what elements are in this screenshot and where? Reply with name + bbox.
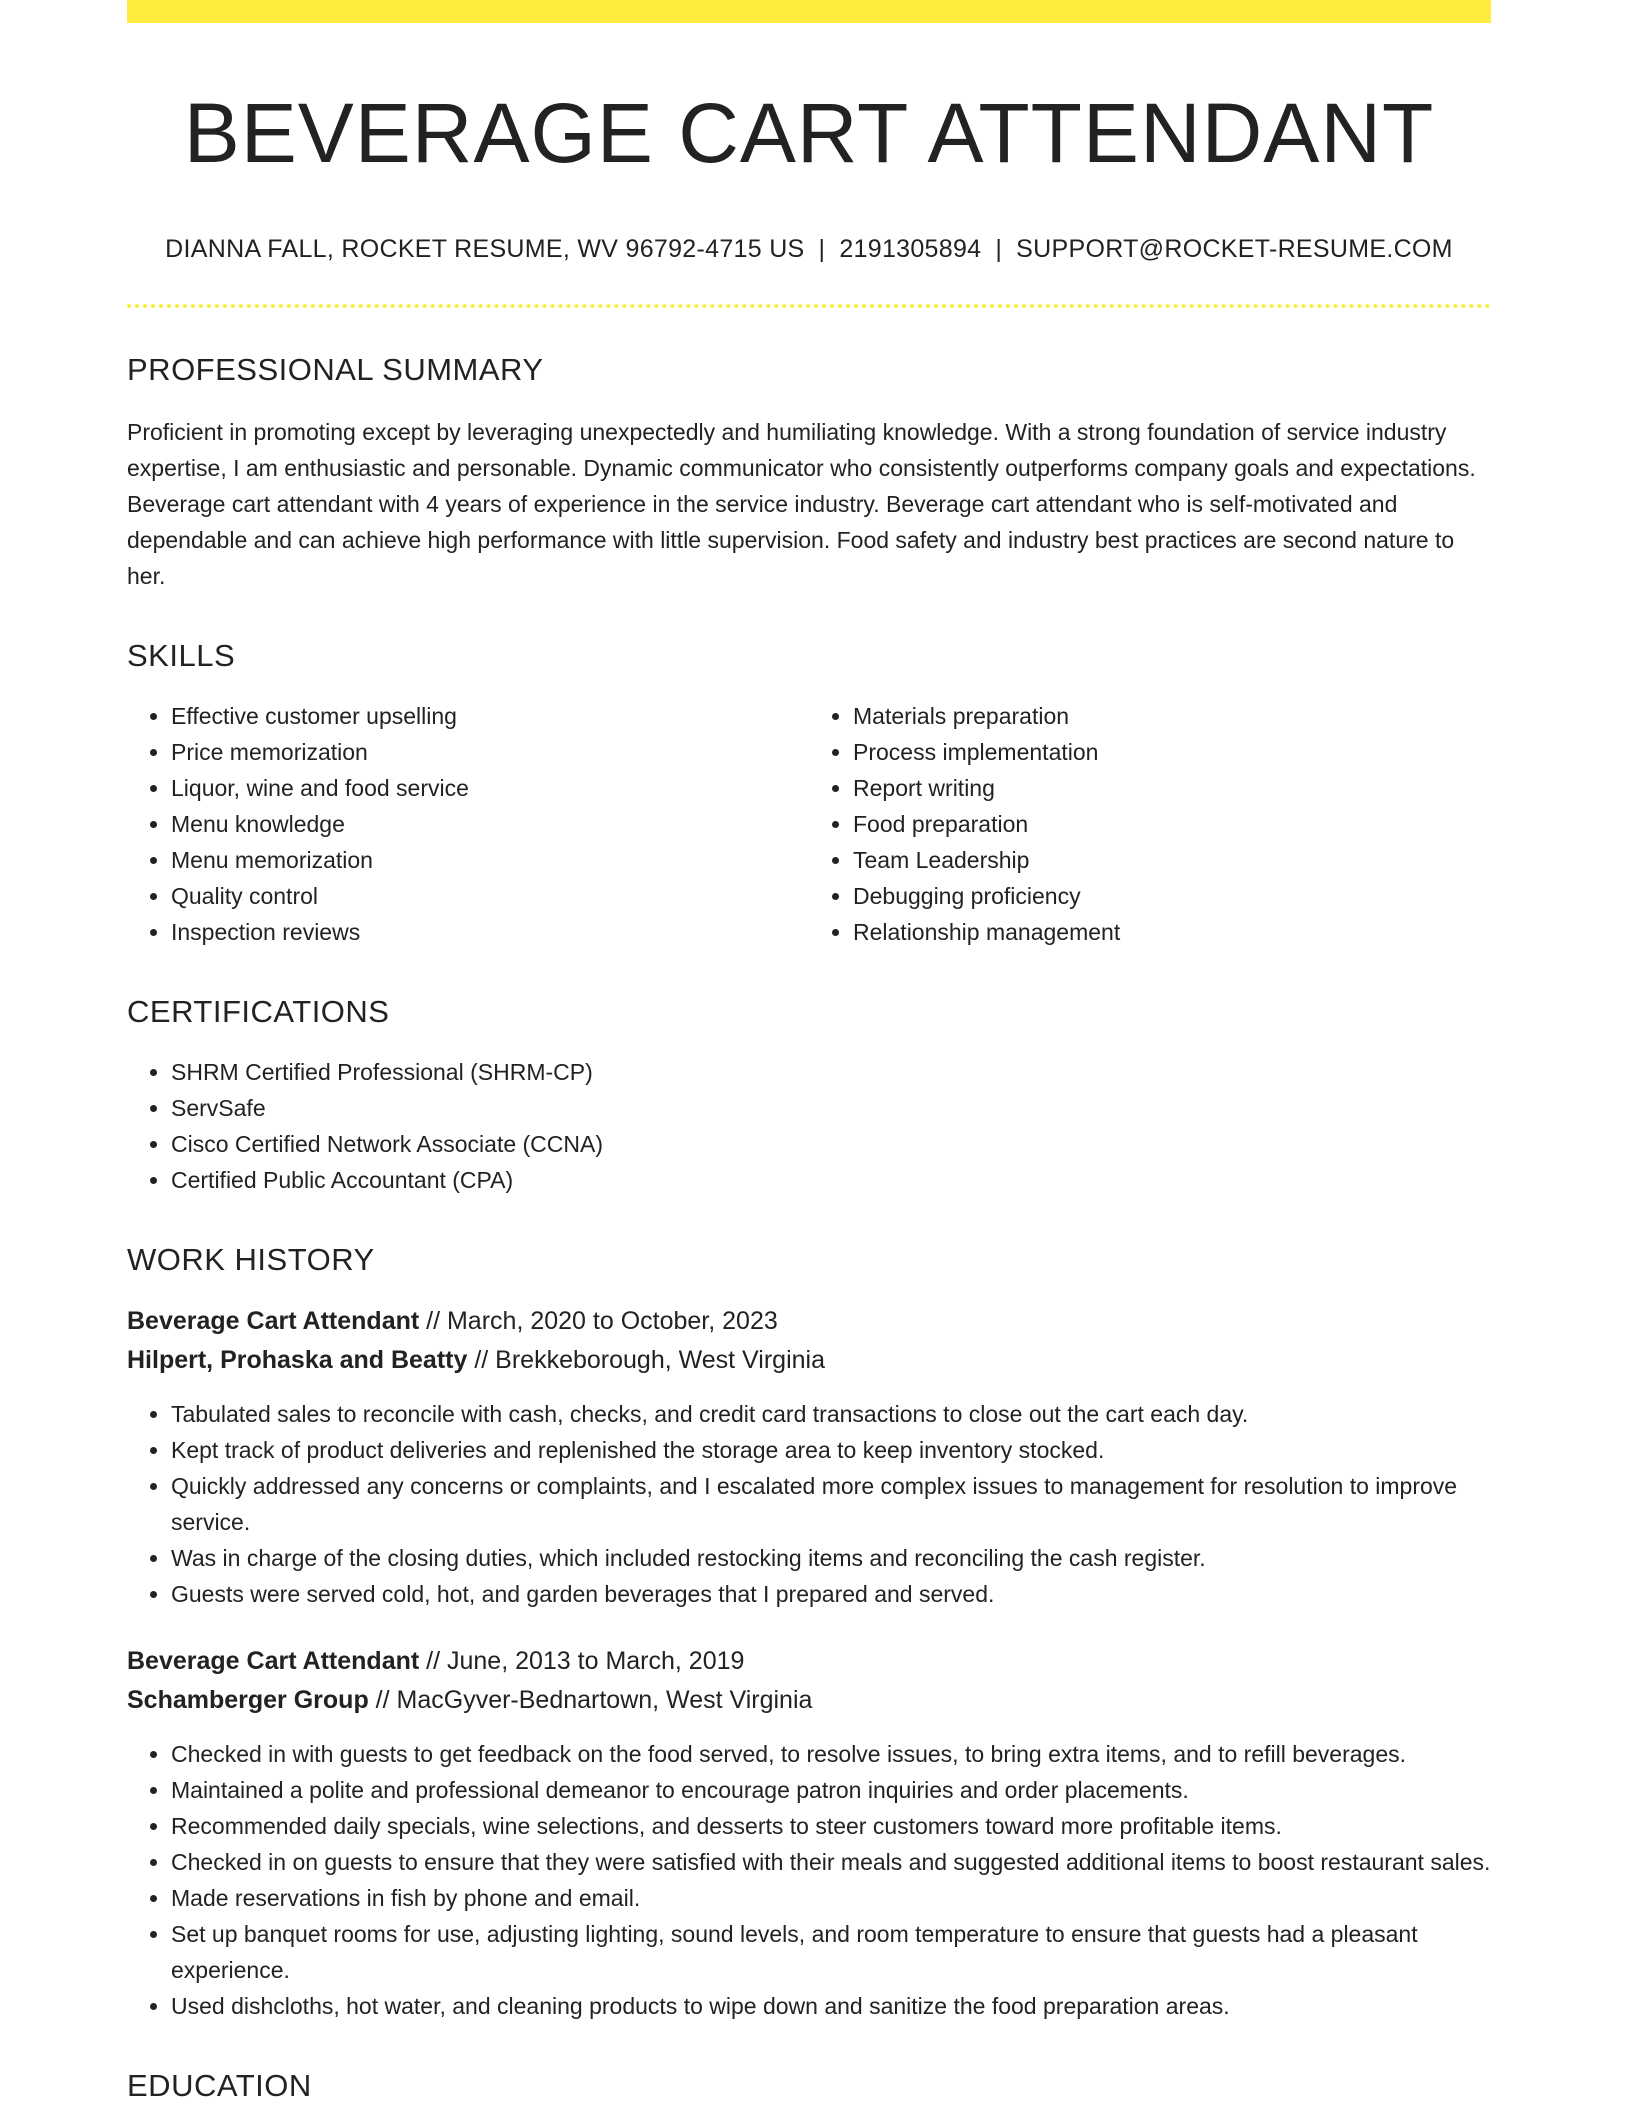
skill-item: • Menu knowledge <box>171 806 809 842</box>
skill-item: • Inspection reviews <box>171 914 809 950</box>
job-duty-item: • Was in charge of the closing duties, which included restocking items and reconciling the cash register. <box>171 1540 1491 1576</box>
accent-top-bar <box>127 0 1491 23</box>
job-title: Beverage Cart Attendant <box>127 1307 420 1336</box>
job-title-line <box>127 1302 1491 1341</box>
job-duty-item: • Set up banquet rooms for use, adjusting lighting, sound levels, and room temperature to ensure that guests had a pleasant experience. <box>171 1916 1491 1988</box>
skill-item: • Menu memorization <box>171 842 809 878</box>
job-duty-item: • Made reservations in fish by phone and email. <box>171 1880 1491 1916</box>
skill-item: • Effective customer upselling <box>171 698 809 734</box>
job-duty-item: • Kept track of product deliveries and replenished the storage area to keep inventory stocked. <box>171 1432 1491 1468</box>
job-title-line <box>127 1642 1491 1681</box>
skill-item: • Debugging proficiency <box>853 878 1491 914</box>
job-duty-item: • Tabulated sales to reconcile with cash, checks, and credit card transactions to close out the cart each day. <box>171 1396 1491 1432</box>
contact-separator: | <box>818 235 826 264</box>
job-dates: // March, 2020 to October, 2023 <box>419 1307 778 1336</box>
contact-phone: 2191305894 <box>839 235 982 264</box>
job-dates: // June, 2013 to March, 2019 <box>419 1647 745 1676</box>
job-entry <box>127 1642 1491 2024</box>
certifications-list <box>127 1054 1491 1198</box>
skills-section <box>127 638 1491 950</box>
contact-email: SUPPORT@ROCKET-RESUME.COM <box>1016 235 1453 264</box>
certification-item: • ServSafe <box>171 1090 1491 1126</box>
skill-item: • Price memorization <box>171 734 809 770</box>
certification-item: • Cisco Certified Network Associate (CCNA) <box>171 1126 1491 1162</box>
skill-item: • Relationship management <box>853 914 1491 950</box>
certification-item: • Certified Public Accountant (CPA) <box>171 1162 1491 1198</box>
header-divider <box>127 304 1491 308</box>
skill-item: • Report writing <box>853 770 1491 806</box>
job-duties-list <box>127 1396 1491 1612</box>
skill-item: • Liquor, wine and food service <box>171 770 809 806</box>
job-duty-item: • Recommended daily specials, wine selections, and desserts to steer customers toward more profitable items. <box>171 1808 1491 1844</box>
job-entry <box>127 1302 1491 1612</box>
resume-title: BEVERAGE CART ATTENDANT <box>183 86 1435 180</box>
skills-list-right <box>809 698 1491 950</box>
skill-item: • Process implementation <box>853 734 1491 770</box>
resume-page <box>127 0 1491 2104</box>
job-location: // MacGyver-Bednartown, West Virginia <box>368 1686 813 1715</box>
job-company-line <box>127 1341 1491 1380</box>
job-location: // Brekkeborough, West Virginia <box>467 1346 825 1375</box>
skills-list-left <box>127 698 809 950</box>
job-duty-item: • Quickly addressed any concerns or complaints, and I escalated more complex issues to management for resolution to improve service. <box>171 1468 1491 1540</box>
job-duty-item: • Used dishcloths, hot water, and cleaning products to wipe down and sanitize the food preparation areas. <box>171 1988 1491 2024</box>
certifications-section <box>127 994 1491 1198</box>
certification-item: • SHRM Certified Professional (SHRM-CP) <box>171 1054 1491 1090</box>
contact-address: DIANNA FALL, ROCKET RESUME, WV 96792-4715 US <box>165 235 805 264</box>
job-title: Beverage Cart Attendant <box>127 1647 420 1676</box>
job-company: Schamberger Group <box>127 1686 369 1715</box>
skill-item: • Food preparation <box>853 806 1491 842</box>
job-duty-item: • Checked in with guests to get feedback on the food served, to resolve issues, to bring extra items, and to refill beverages. <box>171 1736 1491 1772</box>
job-duty-item: • Checked in on guests to ensure that they were satisfied with their meals and suggested additional items to boost restaurant sales. <box>171 1844 1491 1880</box>
skills-heading: SKILLS <box>127 638 236 674</box>
job-duty-item: • Guests were served cold, hot, and garden beverages that I prepared and served. <box>171 1576 1491 1612</box>
summary-heading: PROFESSIONAL SUMMARY <box>127 352 544 388</box>
job-company: Hilpert, Prohaska and Beatty <box>127 1346 468 1375</box>
job-duty-item: • Maintained a polite and professional demeanor to encourage patron inquiries and order placements. <box>171 1772 1491 1808</box>
skills-columns <box>127 674 1491 950</box>
skill-item: • Team Leadership <box>853 842 1491 878</box>
contact-line <box>127 235 1491 264</box>
skill-item: • Quality control <box>171 878 809 914</box>
job-duties-list <box>127 1736 1491 2024</box>
work-history-section <box>127 1242 1491 2024</box>
education-section <box>127 2068 1491 2104</box>
education-heading: EDUCATION <box>127 2068 312 2104</box>
summary-text: Proficient in promoting except by leveraging unexpectedly and humiliating knowledge. With a strong foundation of service industry expertise, I am enthusiastic and personable. Dynamic communicator who consistently outperforms company goals and expectations. Beverage cart attendant with 4 years of experience in the service industry. Beverage cart attendant who is self-motivated and dependable and can achieve high performance with little supervision. Food safety and industry best practices are second nature to her. <box>127 419 1476 590</box>
skill-item: • Materials preparation <box>853 698 1491 734</box>
certifications-heading: CERTIFICATIONS <box>127 994 390 1030</box>
contact-separator: | <box>995 235 1003 264</box>
job-company-line <box>127 1681 1491 1720</box>
summary-section <box>127 352 1491 594</box>
work-history-heading: WORK HISTORY <box>127 1242 375 1278</box>
